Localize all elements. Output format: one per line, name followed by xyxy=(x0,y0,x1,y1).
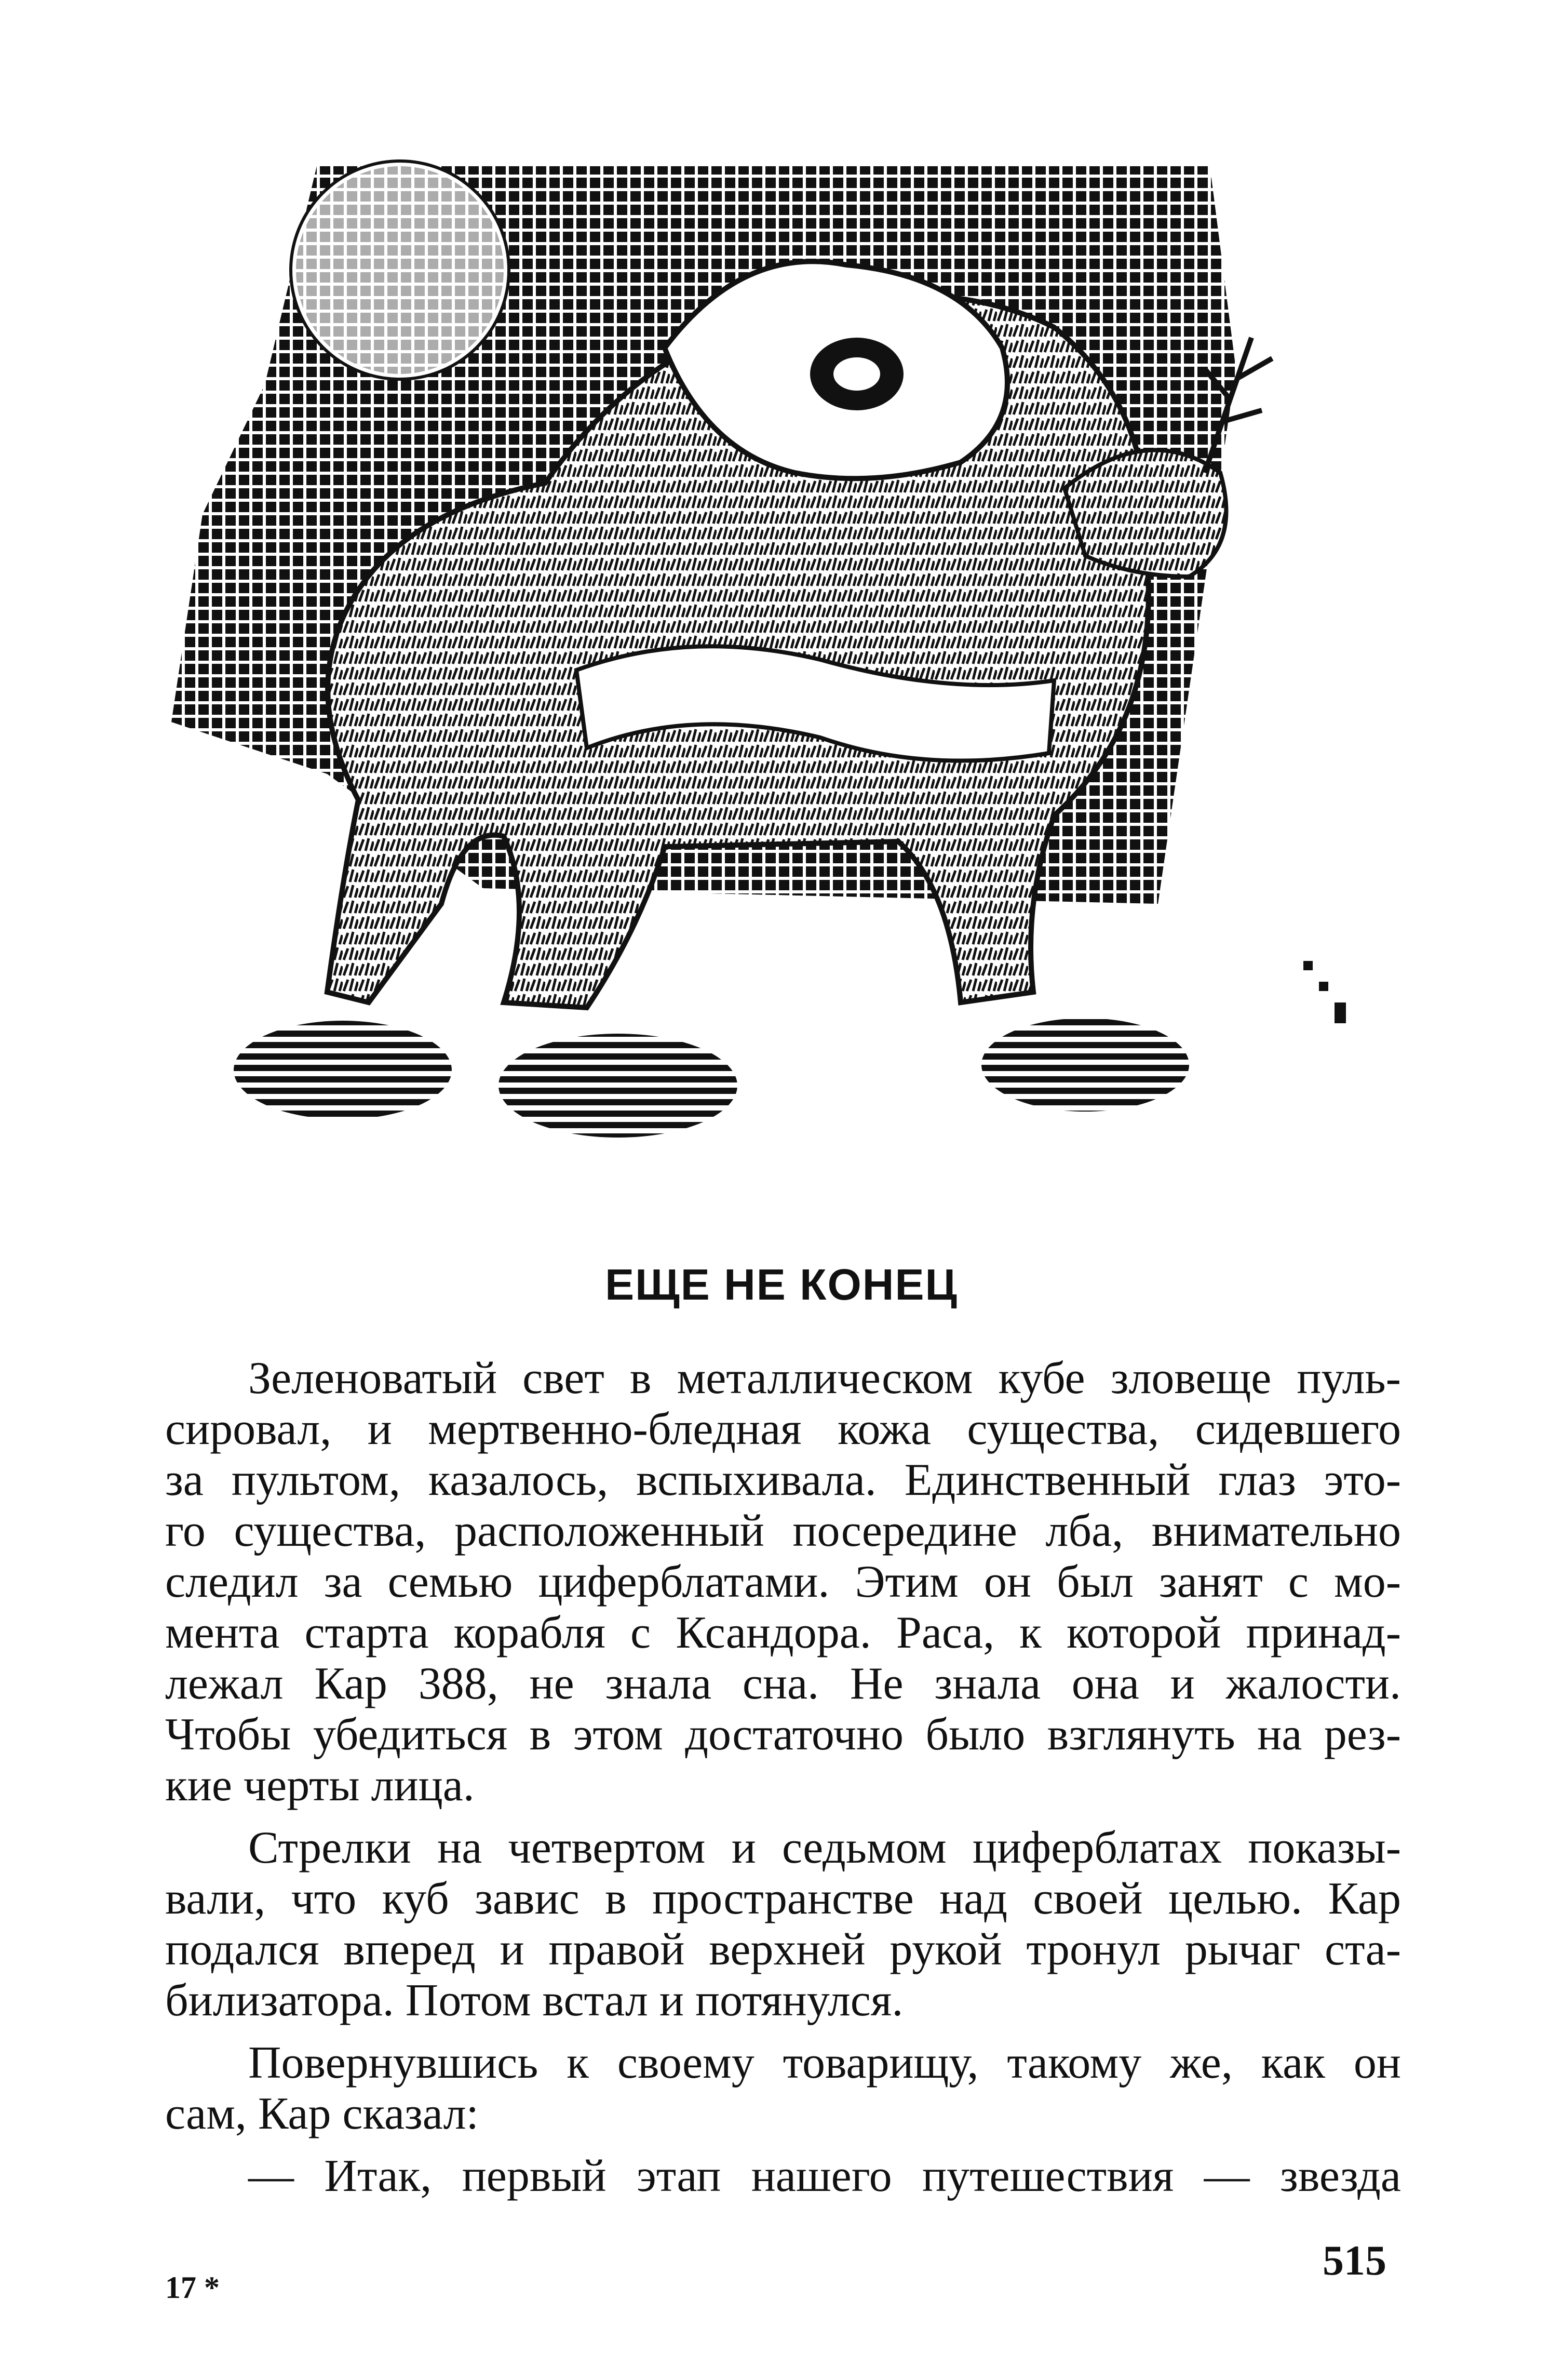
foot-pad-center xyxy=(498,1034,737,1138)
text-line: за пультом, казалось, вспыхивала. Единственный глаз это- xyxy=(165,1455,1401,1505)
foot-pad-right xyxy=(981,1018,1189,1112)
chapter-title: ЕЩЕ НЕ КОНЕЦ xyxy=(605,1260,958,1309)
foot-pad-left xyxy=(234,1021,452,1119)
paragraph xyxy=(165,1823,1401,2026)
page-number: 515 xyxy=(1323,2237,1386,2284)
body-text xyxy=(165,1353,1401,2202)
text-line: подался вперед и правой верхней рукой тронул рычаг ста- xyxy=(165,1924,1401,1975)
text-line: следил за семью циферблатами. Этим он был занят с мо- xyxy=(165,1557,1401,1607)
text-line: Зеленоватый свет в металлическом кубе зловеще пуль- xyxy=(248,1353,1401,1403)
text-line: мента старта корабля с Ксандора. Раса, к которой принад- xyxy=(165,1608,1401,1658)
text-line: вали, что куб завис в пространстве над своей целью. Кар xyxy=(165,1874,1401,1924)
creature-arm xyxy=(1065,450,1226,577)
paragraph xyxy=(165,1353,1401,1811)
text-line: Стрелки на четвертом и седьмом циферблатах показы- xyxy=(248,1823,1401,1873)
gorilla-creature-illustration xyxy=(171,151,1428,1231)
text-line: кие черты лица. xyxy=(165,1760,475,1811)
text-line: Чтобы убедиться в этом достаточно было взглянуть на рез- xyxy=(165,1709,1401,1760)
signature-mark: 17 * xyxy=(165,2270,220,2305)
text-line: лежал Кар 388, не знала сна. Не знала она и жалости. xyxy=(165,1659,1401,1709)
text-line: сам, Кар сказал: xyxy=(165,2089,479,2139)
chapter-illustration xyxy=(171,151,1428,1231)
text-line: — Итак, первый этап нашего путешествия — звезда xyxy=(248,2151,1401,2201)
text-line: билизатора. Потом встал и потянулся. xyxy=(165,1975,904,2026)
text-line: го существа, расположенный посередине лба, внимательно xyxy=(165,1506,1401,1556)
text-line: Повернувшись к своему товарищу, такому же, как он xyxy=(248,2038,1401,2088)
text-line: сировал, и мертвенно-бледная кожа существа, сидевшего xyxy=(165,1404,1401,1454)
paragraph xyxy=(165,2151,1401,2202)
paragraph xyxy=(165,2038,1401,2140)
